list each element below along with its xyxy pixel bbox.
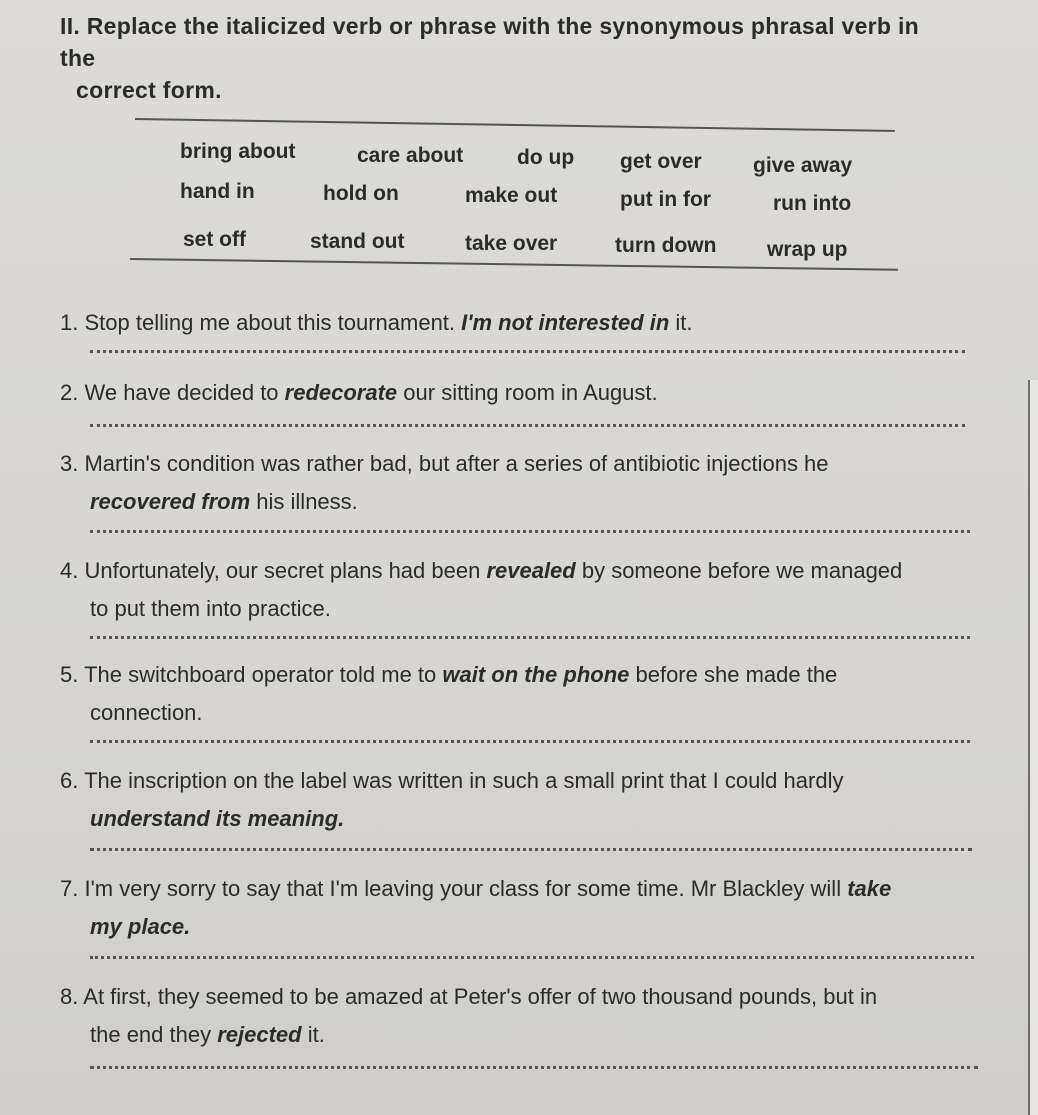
question-text: The switchboard operator told me to (84, 662, 443, 687)
italicized-phrase: take (847, 876, 892, 901)
question-number: 4. (60, 558, 79, 583)
question-text: his illness. (250, 489, 358, 514)
answer-line-6[interactable] (90, 848, 972, 851)
word-bank-item: stand out (310, 230, 405, 253)
question-3 (60, 445, 980, 521)
word-bank-row (175, 180, 875, 230)
word-bank-item: bring about (180, 140, 296, 163)
word-bank-item: take over (465, 232, 558, 255)
answer-line-3[interactable] (90, 530, 970, 533)
answer-line-1[interactable] (90, 350, 965, 353)
question-number: 5. (60, 662, 79, 687)
question-number: 2. (60, 380, 79, 405)
question-continuation: to put them into practice. (90, 596, 331, 621)
question-text: Stop telling me about this tournament. (84, 310, 462, 335)
question-5 (60, 656, 980, 732)
instruction-line-1: II. Replace the italicized verb or phrase with the synonymous phrasal verb in the (60, 13, 920, 71)
question-text: our sitting room in August. (397, 380, 658, 405)
question-7 (60, 870, 980, 946)
question-number: 6. (60, 768, 79, 793)
question-continuation (60, 908, 980, 946)
italicized-phrase: my place. (90, 914, 191, 939)
question-number: 8. (60, 984, 79, 1009)
question-1 (60, 304, 980, 342)
word-bank-item: make out (465, 184, 558, 207)
question-text: We have decided to (84, 380, 285, 405)
italicized-phrase: wait on the phone (442, 662, 630, 687)
word-bank-item: do up (517, 146, 575, 169)
italicized-phrase: recovered from (90, 489, 251, 514)
italicized-phrase: revealed (486, 558, 576, 583)
word-bank-item: hand in (180, 180, 255, 203)
question-6 (60, 762, 980, 838)
question-text: the end they (90, 1022, 218, 1047)
question-text: it. (301, 1022, 325, 1047)
instruction-line-2: correct form. (76, 77, 222, 103)
question-8 (60, 978, 980, 1054)
question-text: Unfortunately, our secret plans had been (84, 558, 487, 583)
italicized-phrase: rejected (217, 1022, 302, 1047)
word-bank-row (175, 138, 875, 184)
question-continuation (60, 800, 980, 838)
answer-line-7[interactable] (90, 956, 974, 959)
page-edge-shadow (1028, 380, 1038, 1115)
word-bank-item: hold on (323, 182, 399, 205)
word-bank-item: turn down (615, 234, 717, 257)
answer-line-4[interactable] (90, 636, 970, 639)
italicized-phrase: I'm not interested in (461, 310, 670, 335)
italicized-phrase: redecorate (284, 380, 398, 405)
word-bank-item: put in for (620, 188, 711, 211)
word-bank-top-rule (135, 118, 895, 132)
question-text: At first, they seemed to be amazed at Peter's offer of two thousand pounds, but in (83, 984, 878, 1009)
word-bank-item: wrap up (767, 238, 848, 261)
word-bank-item: give away (753, 154, 853, 177)
word-bank-item: set off (183, 228, 246, 251)
answer-line-5[interactable] (90, 740, 970, 743)
question-number: 1. (60, 310, 79, 335)
word-bank-item: run into (773, 192, 852, 215)
word-bank-item: get over (620, 150, 702, 173)
word-bank (175, 138, 875, 276)
question-text: by someone before we managed (575, 558, 903, 583)
question-continuation (60, 483, 980, 521)
word-bank-item: care about (357, 144, 464, 167)
question-text: I'm very sorry to say that I'm leaving your class for some time. Mr Blackley will (84, 876, 848, 901)
question-text: Martin's condition was rather bad, but after a series of antibiotic injections he (84, 451, 829, 476)
answer-line-8[interactable] (90, 1066, 978, 1069)
question-text: it. (669, 310, 693, 335)
question-number: 7. (60, 876, 79, 901)
italicized-phrase: understand its meaning. (90, 806, 345, 831)
answer-line-2[interactable] (90, 424, 965, 427)
word-bank-row (175, 230, 875, 276)
exercise-instruction (60, 10, 960, 106)
question-text: before she made the (629, 662, 838, 687)
question-continuation: connection. (90, 700, 203, 725)
question-4 (60, 552, 980, 628)
question-2 (60, 374, 980, 412)
question-text: The inscription on the label was written in such a small print that I could hardly (84, 768, 844, 793)
question-number: 3. (60, 451, 79, 476)
question-continuation (60, 1016, 980, 1054)
